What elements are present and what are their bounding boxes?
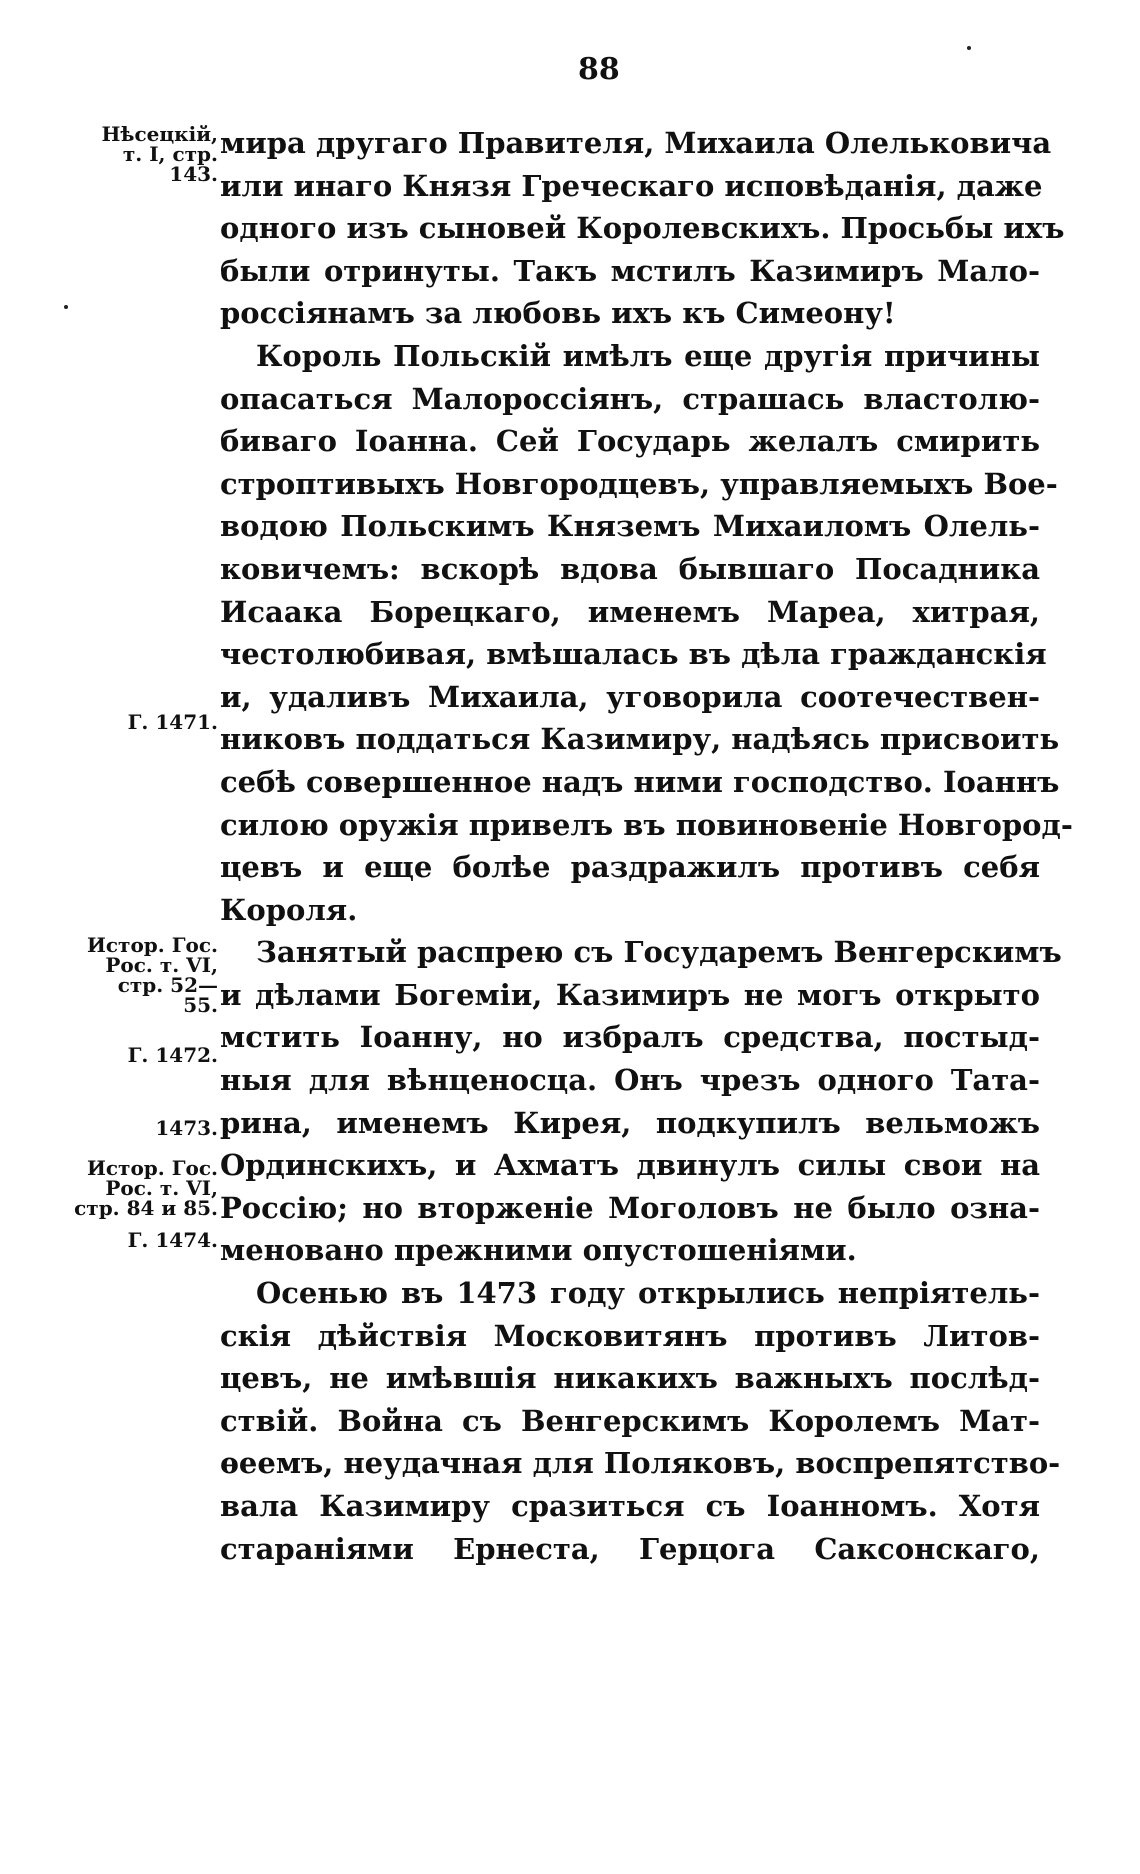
text-line: и дѣлами Богеміи, Казимиръ не могъ открыто	[220, 977, 1040, 1012]
text-line: ныя для вѣнценосца. Онъ чрезъ одного Тата-	[220, 1063, 1040, 1098]
text-line: ковичемъ: вскорѣ вдова бывшаго Посадника	[220, 551, 1040, 586]
text-line: строптивыхъ Новгородцевъ, управляемыхъ Вое-	[220, 466, 1058, 501]
text-line: россіянамъ за любовь ихъ къ Симеону!	[220, 296, 896, 331]
margin-note-line: Нѣсецкій,	[101, 122, 218, 146]
margin-note-line: стр. 52—	[117, 973, 218, 997]
text-line: цевъ, не имѣвшія никакихъ важныхъ послѣд-	[220, 1361, 1040, 1396]
margin-note-line: 55.	[183, 993, 218, 1017]
margin-note-line: т. I, стр.	[122, 142, 218, 166]
text-line: или инаго Князя Греческаго исповѣданія, даже	[220, 168, 1043, 203]
text-line: мстить Іоанну, но избралъ средства, постыд-	[220, 1020, 1040, 1055]
speck-mark	[967, 46, 971, 50]
text-line: вала Казимиру сразиться съ Іоанномъ. Хотя	[220, 1489, 1040, 1523]
margin-note-line: Г. 1471.	[127, 710, 218, 734]
text-line: Россію; но вторженіе Моголовъ не было озна-	[220, 1190, 1040, 1225]
text-line: Король Польскій имѣлъ еще другія причины	[256, 338, 1040, 373]
text-line: опасаться Малороссіянъ, страшась властолю-	[220, 381, 1040, 416]
text-line: одного изъ сыновей Королевскихъ. Просьбы ихъ	[220, 211, 1065, 246]
margin-note-line: Г. 1474.	[127, 1228, 218, 1252]
margin-note-line: 1473.	[155, 1116, 218, 1140]
text-line: себѣ совершенное надъ ними господство. Іоаннъ	[220, 764, 1060, 799]
margin-note-year-1471	[38, 712, 218, 732]
page-number: 88	[578, 52, 620, 87]
text-line: Осенью въ 1473 году открылись непріятель-	[256, 1276, 1040, 1311]
text-line: и, удаливъ Михаила, уговорила соотечествен-	[220, 679, 1040, 714]
speck-mark	[64, 305, 68, 309]
margin-note-history-ref-2	[38, 1158, 218, 1218]
text-line: меновано прежними опустошеніями.	[220, 1233, 857, 1268]
text-line: Исаака Борецкаго, именемъ Мареа, хитрая,	[220, 594, 1040, 629]
text-line: Короля.	[220, 892, 358, 927]
text-line: мира другаго Правителя, Михаила Олельковича	[220, 126, 1052, 160]
margin-note-niesiecki	[38, 124, 218, 184]
margin-note-line: Истор. Гос.	[86, 933, 218, 957]
text-line: никовъ поддаться Казимиру, надѣясь присвоить	[220, 722, 1060, 757]
text-line: Ординскихъ, и Ахматъ двинулъ силы свои на	[220, 1148, 1040, 1183]
margin-note-line: 143.	[169, 162, 218, 186]
margin-note-year-1472	[38, 1045, 218, 1065]
text-line: ѳеемъ, неудачная для Поляковъ, воспрепятство-	[220, 1446, 1061, 1481]
margin-note-line: Г. 1472.	[127, 1043, 218, 1067]
margin-note-year-1474	[38, 1230, 218, 1250]
margin-note-line: Истор. Гос.	[86, 1156, 218, 1180]
text-line: были отринуты. Такъ мстилъ Казимиръ Мало-	[220, 253, 1040, 288]
margin-note-history-ref-1	[38, 935, 218, 1015]
text-line: силою оружія привелъ въ повиновеніе Новгород-	[220, 807, 1073, 842]
margin-note-year-1473	[38, 1118, 218, 1138]
text-line: биваго Іоанна. Сей Государь желалъ смирить	[220, 424, 1040, 459]
body-text	[220, 122, 1073, 1570]
text-line: водою Польскимъ Княземъ Михаиломъ Олель-	[220, 509, 1040, 544]
margin-note-line: Рос. т. VI,	[105, 1176, 218, 1200]
text-line: скія дѣйствія Московитянъ противъ Литов-	[220, 1318, 1040, 1353]
text-line: стараніями Ернеста, Герцога Саксонскаго,	[220, 1531, 1040, 1566]
margin-note-line: стр. 84 и 85.	[74, 1196, 218, 1220]
text-line: рина, именемъ Кирея, подкупилъ вельможъ	[220, 1105, 1040, 1140]
text-line: Занятый распрею съ Государемъ Венгерскимъ	[256, 935, 1062, 970]
text-line: ствій. Война съ Венгерскимъ Королемъ Мат-	[220, 1403, 1040, 1438]
text-line: цевъ и еще болѣе раздражилъ противъ себя	[220, 850, 1040, 885]
text-line: честолюбивая, вмѣшалась въ дѣла гражданскія	[220, 637, 1047, 672]
margin-note-line: Рос. т. VI,	[105, 953, 218, 977]
